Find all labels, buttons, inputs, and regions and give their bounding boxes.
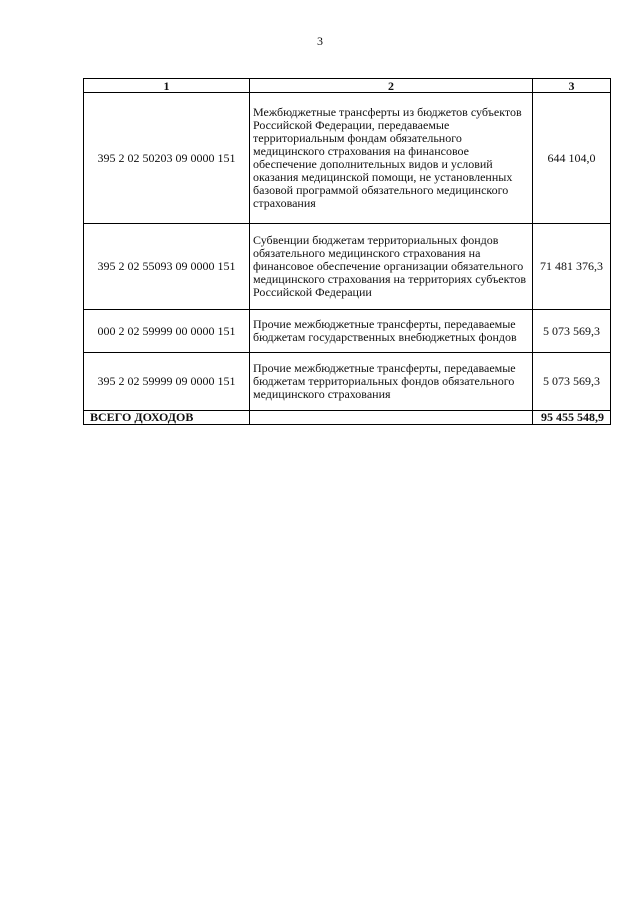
page-number: 3: [317, 34, 323, 48]
table-row: [84, 310, 611, 353]
revenue-table: [83, 78, 611, 425]
total-amount: 95 455 548,9: [533, 411, 611, 425]
total-empty-cell: [250, 411, 533, 425]
table-row: [84, 93, 611, 224]
row-amount: 644 104,0: [533, 93, 611, 224]
row-name: Межбюджетные трансферты из бюджетов субъектов Российской Федерации, передаваемые территориальным фондам обязательного медицинского страхования на финансовое обеспечение дополнительных видов и условий оказания медицинской помощи, не установленных базовой программой обязательного медицинского страхования: [250, 93, 533, 224]
row-amount: 5 073 569,3: [533, 353, 611, 411]
table-row: [84, 353, 611, 411]
row-name: Прочие межбюджетные трансферты, передаваемые бюджетам государственных внебюджетных фондов: [250, 310, 533, 353]
row-amount: 5 073 569,3: [533, 310, 611, 353]
row-name: Прочие межбюджетные трансферты, передаваемые бюджетам территориальных фондов обязательного медицинского страхования: [250, 353, 533, 411]
row-amount: 71 481 376,3: [533, 224, 611, 310]
row-code: 395 2 02 50203 09 0000 151: [84, 93, 250, 224]
total-label: ВСЕГО ДОХОДОВ: [84, 411, 250, 425]
total-row: [84, 411, 611, 425]
column-header-code: 1: [84, 79, 250, 93]
row-code: 000 2 02 59999 00 0000 151: [84, 310, 250, 353]
column-header-name: 2: [250, 79, 533, 93]
row-code: 395 2 02 55093 09 0000 151: [84, 224, 250, 310]
table-header-row: [84, 79, 611, 93]
column-header-amount: 3: [533, 79, 611, 93]
row-code: 395 2 02 59999 09 0000 151: [84, 353, 250, 411]
table-row: [84, 224, 611, 310]
row-name: Субвенции бюджетам территориальных фондов обязательного медицинского страхования на финансовое обеспечение организации обязательного медицинского страхования на территориях субъектов Российской Федерации: [250, 224, 533, 310]
